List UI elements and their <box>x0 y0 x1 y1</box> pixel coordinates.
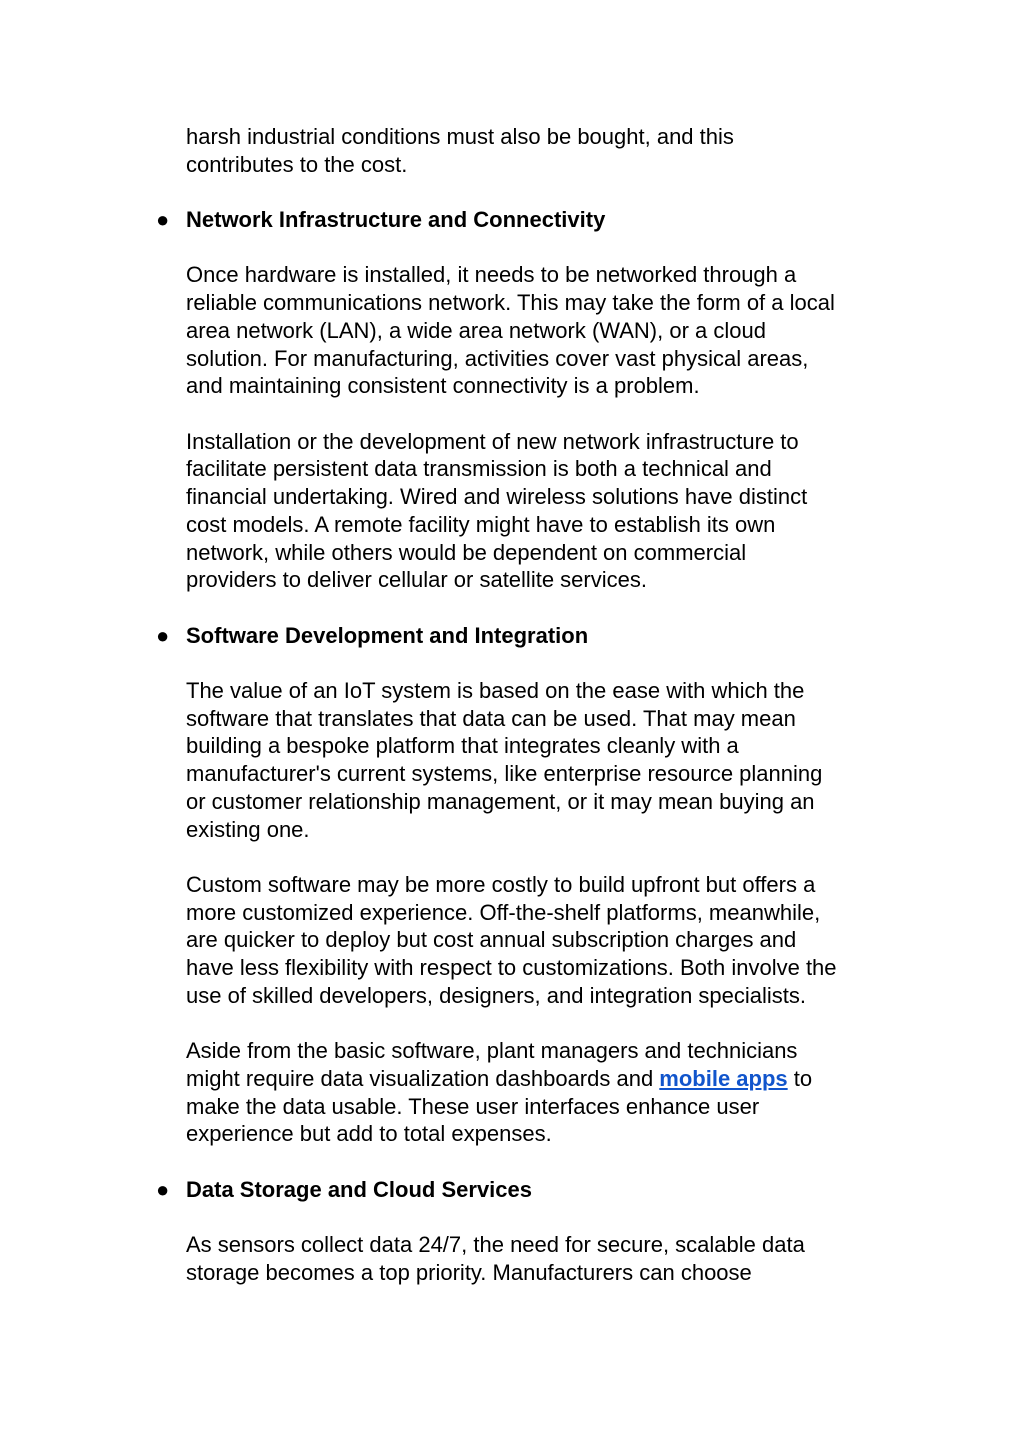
section-heading-software <box>156 622 906 650</box>
link-paragraph-before: Aside from the basic software, plant managers and technicians might require data visualization dashboards and <box>186 1038 798 1091</box>
network-paragraph-2: Installation or the development of new network infrastructure to facilitate persistent data transmission is both a technical and financial undertaking. Wired and wireless solutions have distinct cost models. A remote facility might have to establish its own network, while others would be dependent on commercial providers to deliver cellular or satellite services. <box>186 428 808 593</box>
mobile-apps-link[interactable]: mobile apps <box>659 1065 788 1091</box>
storage-paragraph-1: As sensors collect data 24/7, the need for secure, scalable data storage becomes a top priority. Manufacturers can choose <box>186 1231 805 1285</box>
link-paragraph-after: to make the data usable. These user interfaces enhance user experience but add to total expenses. <box>186 1065 813 1147</box>
software-paragraph-3 <box>186 1037 906 1148</box>
document-body <box>156 123 906 1286</box>
network-paragraph-1: Once hardware is installed, it needs to be networked through a reliable communications network. This may take the form of a local area network (LAN), a wide area network (WAN), or a cloud solution. For manufacturing, activities cover vast physical areas, and maintaining consistent connectivity is a problem. <box>186 262 835 399</box>
bullet-icon: ● <box>156 207 170 233</box>
section-heading-label: Software Development and Integration <box>186 622 589 648</box>
section-heading-label: Data Storage and Cloud Services <box>186 1176 532 1202</box>
bullet-icon: ● <box>156 622 170 648</box>
software-paragraph-2: Custom software may be more costly to build upfront but offers a more customized experience. Off-the-shelf platforms, meanwhile, are quicker to deploy but cost annual subscription charges and have less flexibility with respect to customizations. Both involve the use of skilled developers, designers, and integration specialists. <box>186 871 837 1008</box>
intro-tail-paragraph: harsh industrial conditions must also be bought, and this contributes to the cost. <box>186 124 734 177</box>
software-paragraph-1: The value of an IoT system is based on the ease with which the software that translates that data can be used. That may mean building a bespoke platform that integrates cleanly with a manufacturer's current systems, like enterprise resource planning or customer relationship management, or it may mean buying an existing one. <box>186 677 823 842</box>
section-heading-network <box>156 206 906 234</box>
section-heading-storage <box>156 1176 906 1204</box>
bullet-icon: ● <box>156 1176 170 1202</box>
section-heading-label: Network Infrastructure and Connectivity <box>186 207 606 233</box>
